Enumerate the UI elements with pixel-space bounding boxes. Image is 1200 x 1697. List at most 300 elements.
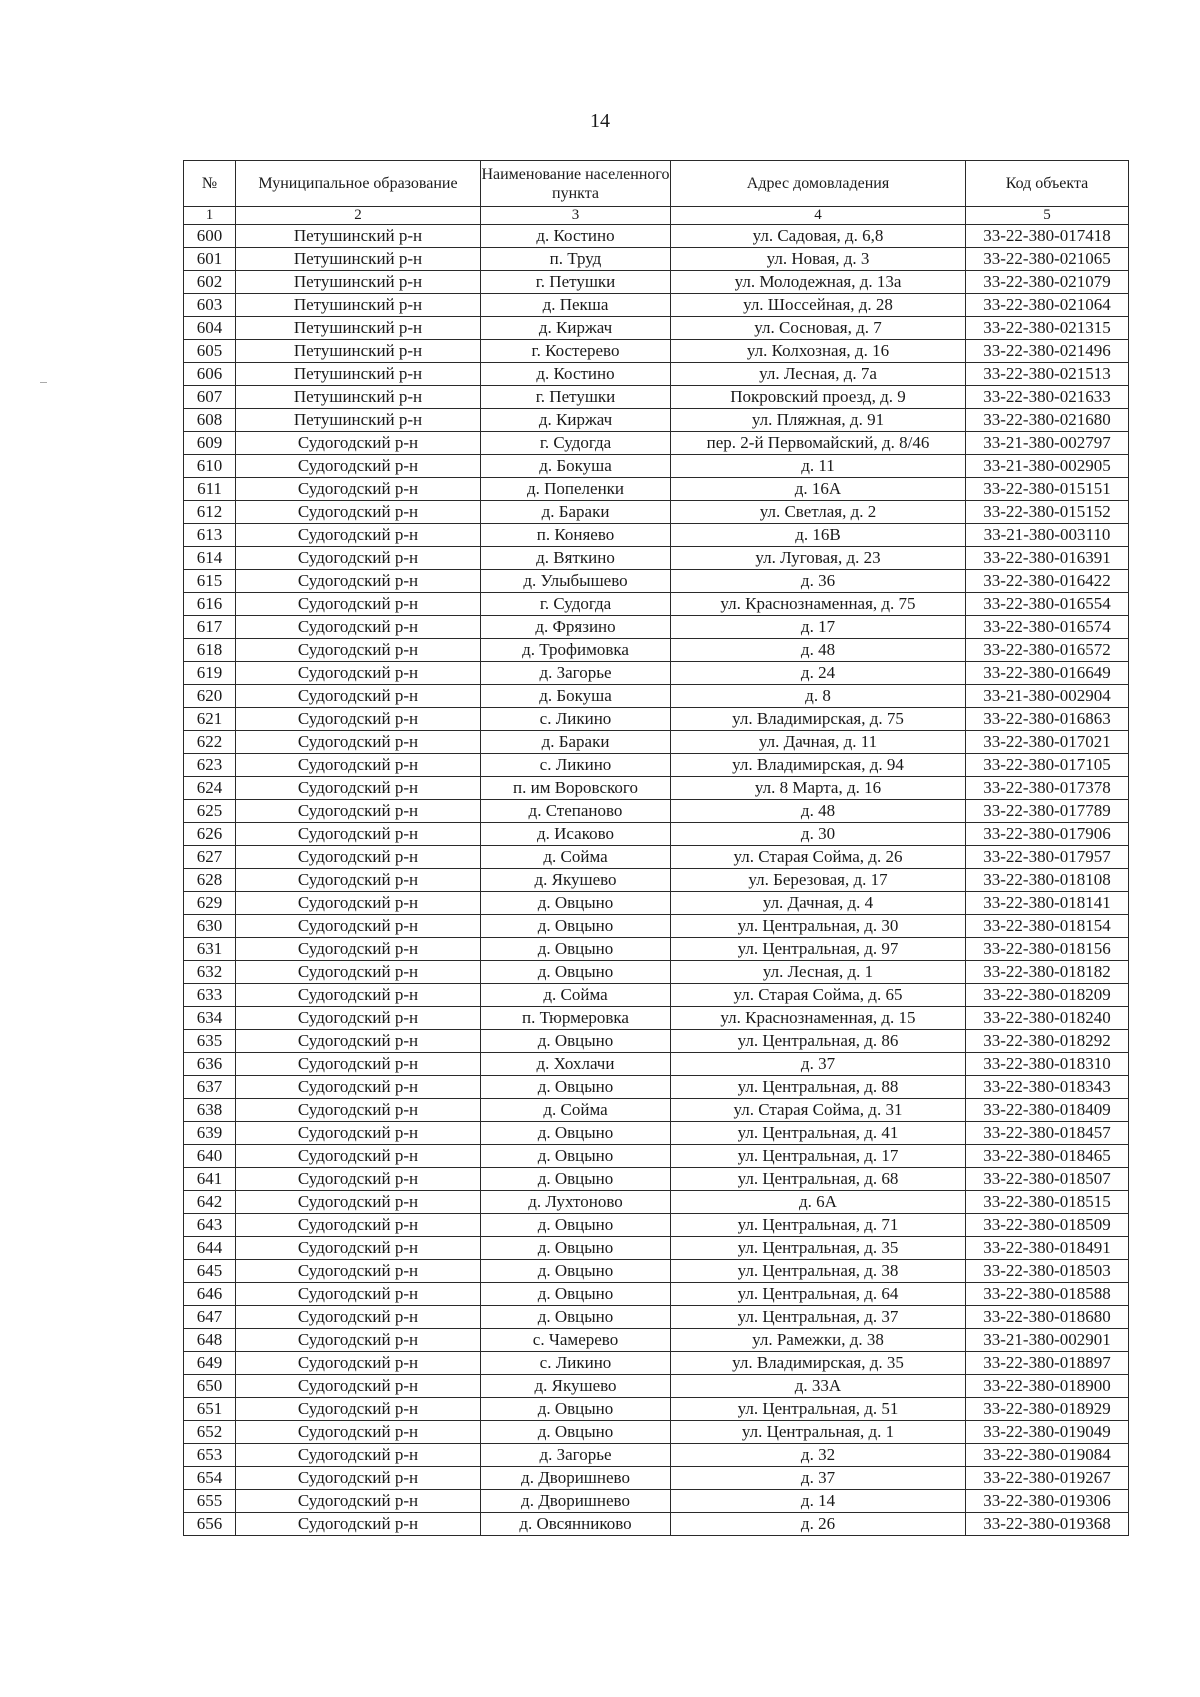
cell-object-code: 33-22-380-019368 (966, 1513, 1129, 1536)
table-row (184, 478, 1129, 501)
cell-address: ул. Центральная, д. 1 (671, 1421, 966, 1444)
cell-address: ул. Центральная, д. 38 (671, 1260, 966, 1283)
cell-address: ул. Центральная, д. 17 (671, 1145, 966, 1168)
cell-municipality: Судогодский р-н (236, 708, 481, 731)
cell-no: 624 (184, 777, 236, 800)
cell-no: 650 (184, 1375, 236, 1398)
cell-address: ул. Центральная, д. 64 (671, 1283, 966, 1306)
cell-no: 613 (184, 524, 236, 547)
cell-object-code: 33-22-380-017021 (966, 731, 1129, 754)
cell-object-code: 33-22-380-016391 (966, 547, 1129, 570)
stray-mark (40, 382, 47, 386)
table-row (184, 1191, 1129, 1214)
cell-municipality: Судогодский р-н (236, 455, 481, 478)
cell-object-code: 33-22-380-018141 (966, 892, 1129, 915)
cell-municipality: Судогодский р-н (236, 432, 481, 455)
cell-object-code: 33-22-380-021633 (966, 386, 1129, 409)
table-row (184, 938, 1129, 961)
cell-settlement: д. Овцыно (481, 1168, 671, 1191)
cell-municipality: Судогодский р-н (236, 1007, 481, 1030)
cell-municipality: Судогодский р-н (236, 1053, 481, 1076)
cell-no: 639 (184, 1122, 236, 1145)
cell-settlement: д. Сойма (481, 984, 671, 1007)
table-row (184, 1053, 1129, 1076)
cell-settlement: д. Овцыно (481, 915, 671, 938)
cell-object-code: 33-22-380-015151 (966, 478, 1129, 501)
header-code: Код объекта (966, 161, 1129, 207)
cell-object-code: 33-22-380-018503 (966, 1260, 1129, 1283)
table-row (184, 892, 1129, 915)
cell-settlement: д. Овцыно (481, 1306, 671, 1329)
table-row (184, 524, 1129, 547)
cell-settlement: д. Попеленки (481, 478, 671, 501)
cell-municipality: Судогодский р-н (236, 731, 481, 754)
cell-address: ул. Старая Сойма, д. 26 (671, 846, 966, 869)
cell-settlement: д. Дворишнево (481, 1490, 671, 1513)
cell-object-code: 33-22-380-018507 (966, 1168, 1129, 1191)
cell-settlement: д. Якушево (481, 869, 671, 892)
registry-table (183, 160, 1129, 1536)
cell-object-code: 33-22-380-017789 (966, 800, 1129, 823)
cell-municipality: Петушинский р-н (236, 248, 481, 271)
cell-object-code: 33-22-380-021064 (966, 294, 1129, 317)
cell-municipality: Судогодский р-н (236, 754, 481, 777)
cell-municipality: Судогодский р-н (236, 1237, 481, 1260)
cell-municipality: Судогодский р-н (236, 524, 481, 547)
cell-settlement: д. Дворишнево (481, 1467, 671, 1490)
cell-no: 622 (184, 731, 236, 754)
cell-municipality: Судогодский р-н (236, 1030, 481, 1053)
cell-object-code: 33-22-380-017906 (966, 823, 1129, 846)
cell-object-code: 33-22-380-017957 (966, 846, 1129, 869)
table-row (184, 225, 1129, 248)
table-row (184, 1444, 1129, 1467)
cell-settlement: д. Овцыно (481, 892, 671, 915)
cell-municipality: Петушинский р-н (236, 340, 481, 363)
cell-municipality: Судогодский р-н (236, 1214, 481, 1237)
cell-object-code: 33-21-380-002904 (966, 685, 1129, 708)
cell-settlement: с. Ликино (481, 754, 671, 777)
cell-object-code: 33-22-380-018900 (966, 1375, 1129, 1398)
cell-object-code: 33-22-380-018310 (966, 1053, 1129, 1076)
cell-no: 655 (184, 1490, 236, 1513)
cell-address: ул. Садовая, д. 6,8 (671, 225, 966, 248)
cell-settlement: п. Коняево (481, 524, 671, 547)
cell-no: 605 (184, 340, 236, 363)
cell-settlement: д. Овцыно (481, 1030, 671, 1053)
cell-municipality: Судогодский р-н (236, 1444, 481, 1467)
table-row (184, 1260, 1129, 1283)
cell-object-code: 33-21-380-003110 (966, 524, 1129, 547)
cell-no: 628 (184, 869, 236, 892)
cell-settlement: г. Костерево (481, 340, 671, 363)
cell-object-code: 33-22-380-021513 (966, 363, 1129, 386)
table-row (184, 432, 1129, 455)
cell-address: ул. Центральная, д. 41 (671, 1122, 966, 1145)
page-number: 14 (590, 110, 610, 132)
cell-object-code: 33-22-380-018240 (966, 1007, 1129, 1030)
cell-address: д. 32 (671, 1444, 966, 1467)
cell-municipality: Судогодский р-н (236, 869, 481, 892)
cell-no: 612 (184, 501, 236, 524)
cell-no: 649 (184, 1352, 236, 1375)
cell-no: 614 (184, 547, 236, 570)
table-row (184, 1030, 1129, 1053)
cell-municipality: Петушинский р-н (236, 363, 481, 386)
table-row (184, 547, 1129, 570)
cell-settlement: с. Ликино (481, 1352, 671, 1375)
cell-no: 632 (184, 961, 236, 984)
cell-no: 631 (184, 938, 236, 961)
cell-municipality: Судогодский р-н (236, 1145, 481, 1168)
cell-municipality: Судогодский р-н (236, 1467, 481, 1490)
cell-settlement: д. Исаково (481, 823, 671, 846)
header-no: № (184, 161, 236, 207)
cell-settlement: п. Тюрмеровка (481, 1007, 671, 1030)
cell-settlement: д. Бараки (481, 731, 671, 754)
cell-no: 645 (184, 1260, 236, 1283)
table-row (184, 294, 1129, 317)
cell-no: 609 (184, 432, 236, 455)
cell-address: ул. Сосновая, д. 7 (671, 317, 966, 340)
column-number: 5 (966, 207, 1129, 225)
cell-settlement: д. Улыбышево (481, 570, 671, 593)
cell-settlement: г. Петушки (481, 271, 671, 294)
cell-municipality: Судогодский р-н (236, 1122, 481, 1145)
table-row (184, 570, 1129, 593)
cell-address: д. 14 (671, 1490, 966, 1513)
cell-object-code: 33-22-380-018929 (966, 1398, 1129, 1421)
cell-municipality: Судогодский р-н (236, 823, 481, 846)
table-row (184, 800, 1129, 823)
cell-object-code: 33-22-380-018209 (966, 984, 1129, 1007)
cell-object-code: 33-22-380-017105 (966, 754, 1129, 777)
cell-no: 601 (184, 248, 236, 271)
cell-no: 626 (184, 823, 236, 846)
cell-no: 636 (184, 1053, 236, 1076)
cell-settlement: п. Труд (481, 248, 671, 271)
cell-settlement: д. Овцыно (481, 938, 671, 961)
table-row (184, 271, 1129, 294)
column-number: 1 (184, 207, 236, 225)
table-row (184, 248, 1129, 271)
cell-settlement: д. Бокуша (481, 685, 671, 708)
cell-object-code: 33-22-380-016422 (966, 570, 1129, 593)
cell-municipality: Судогодский р-н (236, 961, 481, 984)
cell-object-code: 33-21-380-002901 (966, 1329, 1129, 1352)
cell-municipality: Судогодский р-н (236, 501, 481, 524)
table-row (184, 1306, 1129, 1329)
table-row (184, 1467, 1129, 1490)
cell-no: 647 (184, 1306, 236, 1329)
cell-municipality: Судогодский р-н (236, 1099, 481, 1122)
cell-object-code: 33-22-380-021065 (966, 248, 1129, 271)
cell-object-code: 33-22-380-018108 (966, 869, 1129, 892)
cell-municipality: Судогодский р-н (236, 1260, 481, 1283)
table-row (184, 823, 1129, 846)
cell-object-code: 33-22-380-018509 (966, 1214, 1129, 1237)
cell-object-code: 33-22-380-018515 (966, 1191, 1129, 1214)
cell-municipality: Судогодский р-н (236, 685, 481, 708)
table-row (184, 1398, 1129, 1421)
cell-address: д. 16А (671, 478, 966, 501)
table-row (184, 961, 1129, 984)
cell-no: 640 (184, 1145, 236, 1168)
cell-settlement: д. Загорье (481, 1444, 671, 1467)
cell-object-code: 33-22-380-021079 (966, 271, 1129, 294)
cell-municipality: Судогодский р-н (236, 892, 481, 915)
cell-municipality: Судогодский р-н (236, 1168, 481, 1191)
cell-object-code: 33-22-380-018182 (966, 961, 1129, 984)
cell-settlement: д. Овцыно (481, 1398, 671, 1421)
cell-address: ул. Владимирская, д. 94 (671, 754, 966, 777)
cell-settlement: д. Овцыно (481, 1421, 671, 1444)
cell-address: ул. Светлая, д. 2 (671, 501, 966, 524)
table-row (184, 685, 1129, 708)
cell-municipality: Судогодский р-н (236, 639, 481, 662)
cell-address: д. 24 (671, 662, 966, 685)
cell-municipality: Судогодский р-н (236, 1076, 481, 1099)
cell-settlement: д. Костино (481, 225, 671, 248)
cell-no: 606 (184, 363, 236, 386)
cell-object-code: 33-22-380-021496 (966, 340, 1129, 363)
cell-address: ул. Краснознаменная, д. 15 (671, 1007, 966, 1030)
cell-municipality: Петушинский р-н (236, 294, 481, 317)
table-row (184, 1421, 1129, 1444)
cell-no: 619 (184, 662, 236, 685)
cell-address: д. 37 (671, 1467, 966, 1490)
cell-settlement: г. Судогда (481, 593, 671, 616)
cell-settlement: д. Киржач (481, 317, 671, 340)
table-row (184, 1490, 1129, 1513)
cell-no: 637 (184, 1076, 236, 1099)
column-number: 4 (671, 207, 966, 225)
cell-object-code: 33-21-380-002797 (966, 432, 1129, 455)
cell-address: ул. Дачная, д. 4 (671, 892, 966, 915)
cell-object-code: 33-22-380-019049 (966, 1421, 1129, 1444)
cell-no: 603 (184, 294, 236, 317)
cell-address: ул. 8 Марта, д. 16 (671, 777, 966, 800)
table-row (184, 409, 1129, 432)
cell-municipality: Судогодский р-н (236, 1352, 481, 1375)
cell-object-code: 33-22-380-019084 (966, 1444, 1129, 1467)
cell-settlement: д. Овцыно (481, 1076, 671, 1099)
cell-address: ул. Центральная, д. 35 (671, 1237, 966, 1260)
cell-municipality: Судогодский р-н (236, 984, 481, 1007)
table-row (184, 639, 1129, 662)
cell-municipality: Судогодский р-н (236, 478, 481, 501)
cell-municipality: Судогодский р-н (236, 1421, 481, 1444)
cell-address: ул. Владимирская, д. 75 (671, 708, 966, 731)
cell-address: д. 36 (671, 570, 966, 593)
cell-address: д. 6А (671, 1191, 966, 1214)
table-row (184, 1375, 1129, 1398)
table-row (184, 1283, 1129, 1306)
table-row (184, 731, 1129, 754)
column-number: 3 (481, 207, 671, 225)
cell-object-code: 33-22-380-021680 (966, 409, 1129, 432)
cell-object-code: 33-22-380-016572 (966, 639, 1129, 662)
cell-settlement: д. Овцыно (481, 1214, 671, 1237)
header-row (184, 161, 1129, 207)
cell-municipality: Судогодский р-н (236, 846, 481, 869)
cell-address: д. 33А (671, 1375, 966, 1398)
cell-municipality: Судогодский р-н (236, 1375, 481, 1398)
cell-address: д. 8 (671, 685, 966, 708)
cell-address: д. 11 (671, 455, 966, 478)
cell-settlement: д. Овцыно (481, 961, 671, 984)
cell-no: 642 (184, 1191, 236, 1214)
cell-settlement: д. Сойма (481, 1099, 671, 1122)
cell-address: ул. Краснознаменная, д. 75 (671, 593, 966, 616)
column-number-row (184, 207, 1129, 225)
cell-object-code: 33-22-380-016863 (966, 708, 1129, 731)
cell-settlement: п. им Воровского (481, 777, 671, 800)
cell-settlement: д. Фрязино (481, 616, 671, 639)
table-row (184, 846, 1129, 869)
cell-no: 607 (184, 386, 236, 409)
cell-object-code: 33-22-380-021315 (966, 317, 1129, 340)
cell-address: ул. Рамежки, д. 38 (671, 1329, 966, 1352)
cell-no: 630 (184, 915, 236, 938)
cell-municipality: Петушинский р-н (236, 409, 481, 432)
cell-address: ул. Колхозная, д. 16 (671, 340, 966, 363)
cell-object-code: 33-22-380-018491 (966, 1237, 1129, 1260)
cell-municipality: Судогодский р-н (236, 915, 481, 938)
cell-address: д. 37 (671, 1053, 966, 1076)
table-row (184, 1214, 1129, 1237)
cell-municipality: Судогодский р-н (236, 1490, 481, 1513)
cell-settlement: д. Костино (481, 363, 671, 386)
cell-address: д. 48 (671, 639, 966, 662)
cell-municipality: Судогодский р-н (236, 616, 481, 639)
cell-municipality: Судогодский р-н (236, 1329, 481, 1352)
header-settlement: Наименование населенного пункта (481, 161, 671, 207)
cell-settlement: д. Овцыно (481, 1145, 671, 1168)
cell-settlement: д. Киржач (481, 409, 671, 432)
cell-no: 602 (184, 271, 236, 294)
table-row (184, 1513, 1129, 1536)
cell-municipality: Судогодский р-н (236, 777, 481, 800)
cell-address: ул. Центральная, д. 51 (671, 1398, 966, 1421)
table-row (184, 984, 1129, 1007)
cell-settlement: д. Загорье (481, 662, 671, 685)
cell-no: 616 (184, 593, 236, 616)
cell-municipality: Судогодский р-н (236, 593, 481, 616)
cell-object-code: 33-22-380-018588 (966, 1283, 1129, 1306)
table-row (184, 915, 1129, 938)
cell-no: 615 (184, 570, 236, 593)
cell-address: ул. Новая, д. 3 (671, 248, 966, 271)
table-row (184, 662, 1129, 685)
cell-settlement: д. Хохлачи (481, 1053, 671, 1076)
cell-no: 643 (184, 1214, 236, 1237)
table-row (184, 1329, 1129, 1352)
cell-settlement: д. Овцыно (481, 1260, 671, 1283)
table-row (184, 1168, 1129, 1191)
cell-settlement: д. Трофимовка (481, 639, 671, 662)
cell-object-code: 33-22-380-018680 (966, 1306, 1129, 1329)
cell-no: 600 (184, 225, 236, 248)
cell-no: 625 (184, 800, 236, 823)
cell-address: ул. Центральная, д. 88 (671, 1076, 966, 1099)
table-row (184, 1099, 1129, 1122)
cell-address: ул. Старая Сойма, д. 31 (671, 1099, 966, 1122)
header-municipality: Муниципальное образование (236, 161, 481, 207)
cell-object-code: 33-22-380-019267 (966, 1467, 1129, 1490)
cell-no: 608 (184, 409, 236, 432)
table-row (184, 1237, 1129, 1260)
cell-settlement: г. Петушки (481, 386, 671, 409)
header-address: Адрес домовладения (671, 161, 966, 207)
cell-address: ул. Пляжная, д. 91 (671, 409, 966, 432)
cell-no: 638 (184, 1099, 236, 1122)
cell-no: 634 (184, 1007, 236, 1030)
cell-settlement: д. Овцыно (481, 1122, 671, 1145)
cell-address: ул. Старая Сойма, д. 65 (671, 984, 966, 1007)
cell-address: ул. Лесная, д. 1 (671, 961, 966, 984)
cell-object-code: 33-22-380-018897 (966, 1352, 1129, 1375)
cell-settlement: д. Лухтоново (481, 1191, 671, 1214)
cell-object-code: 33-22-380-017378 (966, 777, 1129, 800)
cell-address: д. 48 (671, 800, 966, 823)
cell-no: 644 (184, 1237, 236, 1260)
cell-municipality: Петушинский р-н (236, 271, 481, 294)
cell-object-code: 33-22-380-018156 (966, 938, 1129, 961)
cell-object-code: 33-22-380-015152 (966, 501, 1129, 524)
table-row (184, 1122, 1129, 1145)
cell-settlement: д. Овцыно (481, 1237, 671, 1260)
cell-address: пер. 2-й Первомайский, д. 8/46 (671, 432, 966, 455)
cell-address: ул. Лесная, д. 7а (671, 363, 966, 386)
cell-address: ул. Центральная, д. 30 (671, 915, 966, 938)
cell-address: ул. Владимирская, д. 35 (671, 1352, 966, 1375)
table-row (184, 708, 1129, 731)
cell-object-code: 33-22-380-016554 (966, 593, 1129, 616)
cell-municipality: Петушинский р-н (236, 225, 481, 248)
cell-address: ул. Центральная, д. 68 (671, 1168, 966, 1191)
cell-municipality: Судогодский р-н (236, 938, 481, 961)
cell-no: 610 (184, 455, 236, 478)
cell-no: 604 (184, 317, 236, 340)
cell-no: 620 (184, 685, 236, 708)
cell-address: ул. Дачная, д. 11 (671, 731, 966, 754)
cell-municipality: Судогодский р-н (236, 662, 481, 685)
cell-settlement: д. Овцыно (481, 1283, 671, 1306)
cell-address: ул. Центральная, д. 97 (671, 938, 966, 961)
cell-no: 618 (184, 639, 236, 662)
cell-no: 641 (184, 1168, 236, 1191)
cell-object-code: 33-22-380-017418 (966, 225, 1129, 248)
table-row (184, 593, 1129, 616)
cell-settlement: д. Пекша (481, 294, 671, 317)
table-row (184, 340, 1129, 363)
cell-municipality: Судогодский р-н (236, 1283, 481, 1306)
cell-address: ул. Луговая, д. 23 (671, 547, 966, 570)
cell-settlement: д. Сойма (481, 846, 671, 869)
cell-no: 648 (184, 1329, 236, 1352)
cell-object-code: 33-22-380-018292 (966, 1030, 1129, 1053)
cell-address: ул. Березовая, д. 17 (671, 869, 966, 892)
cell-address: д. 17 (671, 616, 966, 639)
cell-address: Покровский проезд, д. 9 (671, 386, 966, 409)
cell-settlement: д. Овсянниково (481, 1513, 671, 1536)
table-row (184, 777, 1129, 800)
cell-no: 656 (184, 1513, 236, 1536)
cell-settlement: д. Бараки (481, 501, 671, 524)
cell-municipality: Судогодский р-н (236, 1306, 481, 1329)
table-row (184, 363, 1129, 386)
